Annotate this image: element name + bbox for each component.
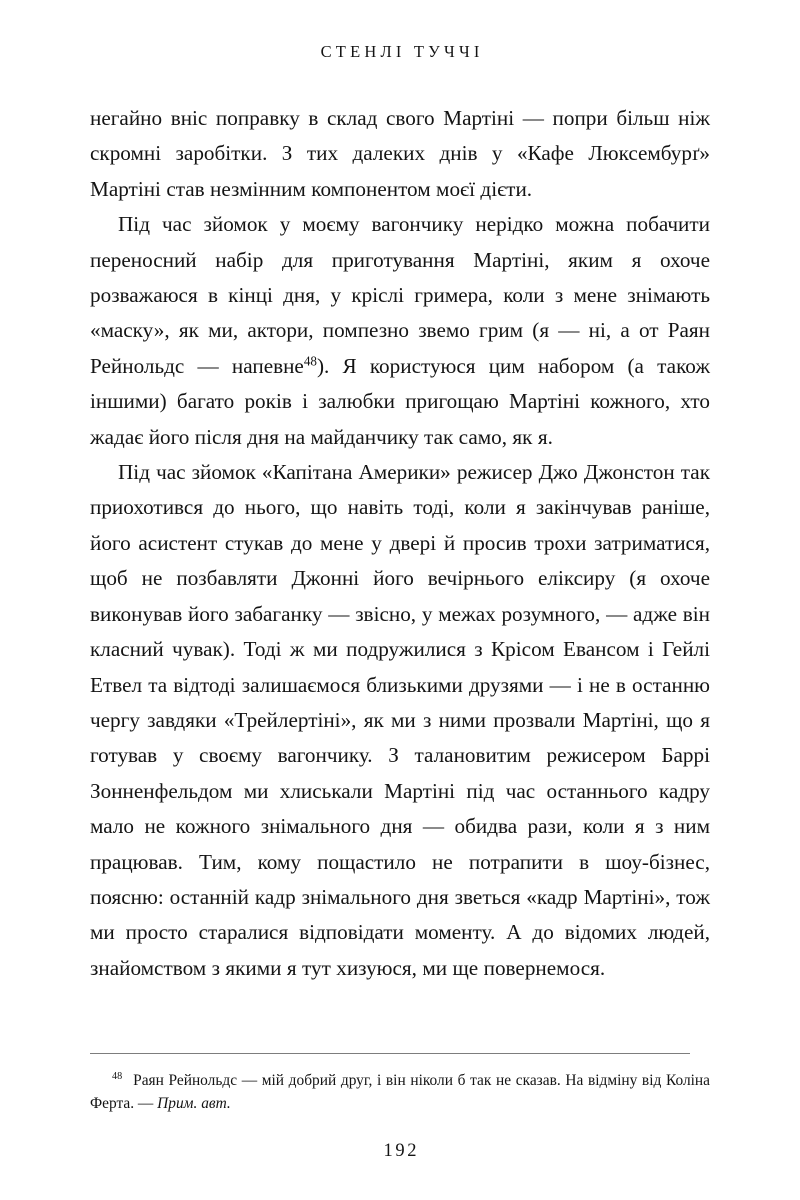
body-text-block	[90, 101, 710, 986]
footnote-48	[90, 1070, 710, 1115]
footnote-number: 48	[112, 1071, 123, 1083]
page-number: 192	[383, 1141, 420, 1161]
paragraph-1	[90, 101, 710, 207]
footnote-attribution: Прим. авт.	[157, 1094, 231, 1112]
footnote-text: Раян Рейнольдс — мій добрий друг, і він ніколи б так не сказав. На відміну від Коліна Ферта. —	[90, 1072, 710, 1112]
paragraph-2-text-before-footnote: Під час зйомок у моєму вагончику нерідко можна побачити переносний набір для приготування Мартіні, яким я охоче розважаюся в кінці дня, у кріслі гримера, коли з мене знімають «маску», як ми, актори, помпезно звемо грим (я — ні, а от Раян Рейнольдс — напевне	[90, 212, 710, 378]
paragraph-2-text-after-footnote: ). Я користуюся цим набором (а також іншими) багато років і залюбки пригощаю Мартіні кожного, хто жадає його після дня на майданчику так само, як я.	[90, 353, 710, 449]
footnote-separator-rule	[90, 1053, 690, 1054]
paragraph-3-text: Під час зйомок «Капітана Америки» режисер Джо Джонстон так приохотився до нього, що навіть тоді, коли я закінчував раніше, його асистент стукав до мене у двері й просив трохи затриматися, щоб не позбавляти Джонні його вечірнього еліксиру (я охоче виконував його забаганку — звісно, у межах розумного, — адже він класний чувак). Тоді ж ми подружилися з Крісом Евансом і Гейлі Етвел та відтоді залишаємося близькими друзями — і не в останню чергу завдяки «Трейлертіні», як ми з ними прозвали Мартіні, що я готував у своєму вагончику. З талановитим режисером Баррі Зонненфельдом ми хлиськали Мартіні під час останнього кадру мало не кожного знімального дня — обидва рази, коли я з ним працював. Тим, кому пощастило не потрапити в шоу-бізнес, поясню: останній кадр знімального дня зветься «кадр Мартіні», тож ми просто старалися відповідати моменту. А до відомих людей, знайомством з якими я тут хизуюся, ми ще повернемося.	[90, 460, 710, 980]
running-head: СТЕНЛІ ТУЧЧІ	[320, 42, 484, 61]
paragraph-3	[90, 455, 710, 986]
paragraph-2	[90, 207, 710, 455]
footnote-reference-48[interactable]: 48	[303, 353, 317, 369]
paragraph-1-text: негайно вніс поправку в склад свого Мартіні — попри більш ніж скромні заробітки. З тих далеких днів у «Кафе Люксембурґ» Мартіні став незмінним компонентом моєї дієти.	[90, 106, 710, 201]
footnote-area	[90, 1053, 710, 1115]
